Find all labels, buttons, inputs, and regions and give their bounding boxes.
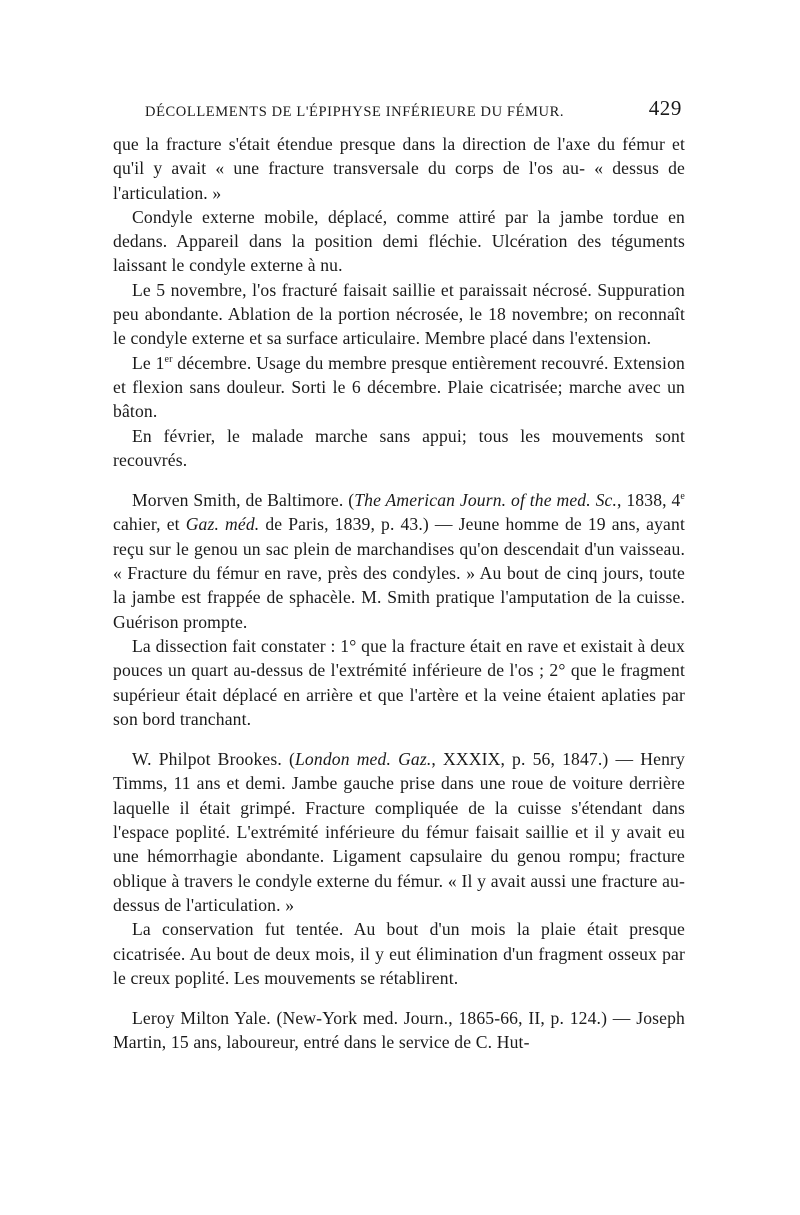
paragraph: que la fracture s'était étendue presque dans la direction de l'axe du fémur et qu'il y avait « une fracture transversale du corps de l'os au- « dessus de l'articulation. » bbox=[113, 134, 685, 203]
superscript: er bbox=[164, 353, 173, 365]
text-run: de Paris, 1839, p. 43.) — Jeune homme de 19 ans, ayant reçu sur le genou un sac plein de marchandises qu'on descendait d'un vaisseau. « Fracture du fémur en rave, près des condyles. » Au bout de cinq jours, toute la jambe est frappée de sphacèle. M. Smith pratique l'amputation de la cuisse. Guérison prompte. bbox=[113, 514, 685, 632]
superscript: e bbox=[680, 491, 686, 503]
running-title: DÉCOLLEMENTS DE L'ÉPIPHYSE INFÉRIEURE DU FÉMUR. bbox=[145, 104, 565, 120]
page-number: 429 bbox=[648, 96, 682, 120]
paragraph: Leroy Milton Yale. (New-York med. Journ., 1865-66, II, p. 124.) — Joseph Martin, 15 ans, laboureur, entré dans le service de C. Hut- bbox=[113, 1008, 685, 1053]
book-page bbox=[113, 92, 685, 1055]
paragraph: La conservation fut tentée. Au bout d'un mois la plaie était presque cicatrisée. Au bout de deux mois, il y eut élimination d'un fragment osseux par le creux poplité. Les mouvements se rétablirent. bbox=[113, 919, 685, 988]
paragraph: En février, le malade marche sans appui; tous les mouvements sont recouvrés. bbox=[113, 425, 685, 470]
text-run: cahier, et bbox=[113, 514, 186, 535]
text-run: Morven Smith, de Baltimore. ( bbox=[132, 490, 355, 511]
text-run: décembre. Usage du membre presque entièrement recouvré. Extension et flexion sans douleur. Sorti le 6 décembre. Plaie cicatrisée; marche avec un bâton. bbox=[113, 352, 685, 422]
paragraph bbox=[113, 747, 685, 917]
paragraph: Le 5 novembre, l'os fracturé faisait saillie et paraissait nécrosé. Suppuration peu abondante. Ablation de la portion nécrosée, le 18 novembre; on reconnaît le condyle externe et sa surface articulaire. Membre placé dans l'extension. bbox=[113, 279, 685, 349]
paragraph bbox=[113, 351, 685, 424]
text-run: Le 1 bbox=[132, 352, 165, 373]
journal-title: Gaz. méd. bbox=[185, 514, 260, 535]
paragraph: Condyle externe mobile, déplacé, comme attiré par la jambe tordue en dedans. Appareil dans la position demi fléchie. Ulcération des téguments laissant le condyle externe à nu. bbox=[113, 206, 685, 276]
text-run: W. Philpot Brookes. ( bbox=[132, 749, 295, 770]
page-header bbox=[113, 92, 685, 122]
journal-title: London med. Gaz. bbox=[294, 749, 432, 770]
paragraph bbox=[113, 488, 685, 634]
paragraph: La dissection fait constater : 1° que la fracture était en rave et existait à deux pouces un quart au-dessus de l'extrémité inférieure de l'os ; 2° que le fragment supérieur était déplacé en arrière et que l'artère et la veine étaient aplaties par son bord tranchant. bbox=[113, 635, 685, 729]
text-run: , 1838, 4 bbox=[617, 490, 681, 511]
journal-title: The American Journ. of the med. Sc. bbox=[354, 490, 618, 511]
text-run: , XXXIX, p. 56, 1847.) — Henry Timms, 11 ans et demi. Jambe gauche prise dans une roue de voiture derrière laquelle il était grimpé. Fracture compliquée de la cuisse s'étendant dans l'espace poplité. L'extrémité inférieure du fémur faisait saillie et il y avait eu une hémorrhagie abondante. Ligament capsulaire du genou rompu; fracture oblique à travers le condyle externe du fémur. « Il y avait aussi une fracture au-dessus de l'articulation. » bbox=[113, 749, 685, 915]
